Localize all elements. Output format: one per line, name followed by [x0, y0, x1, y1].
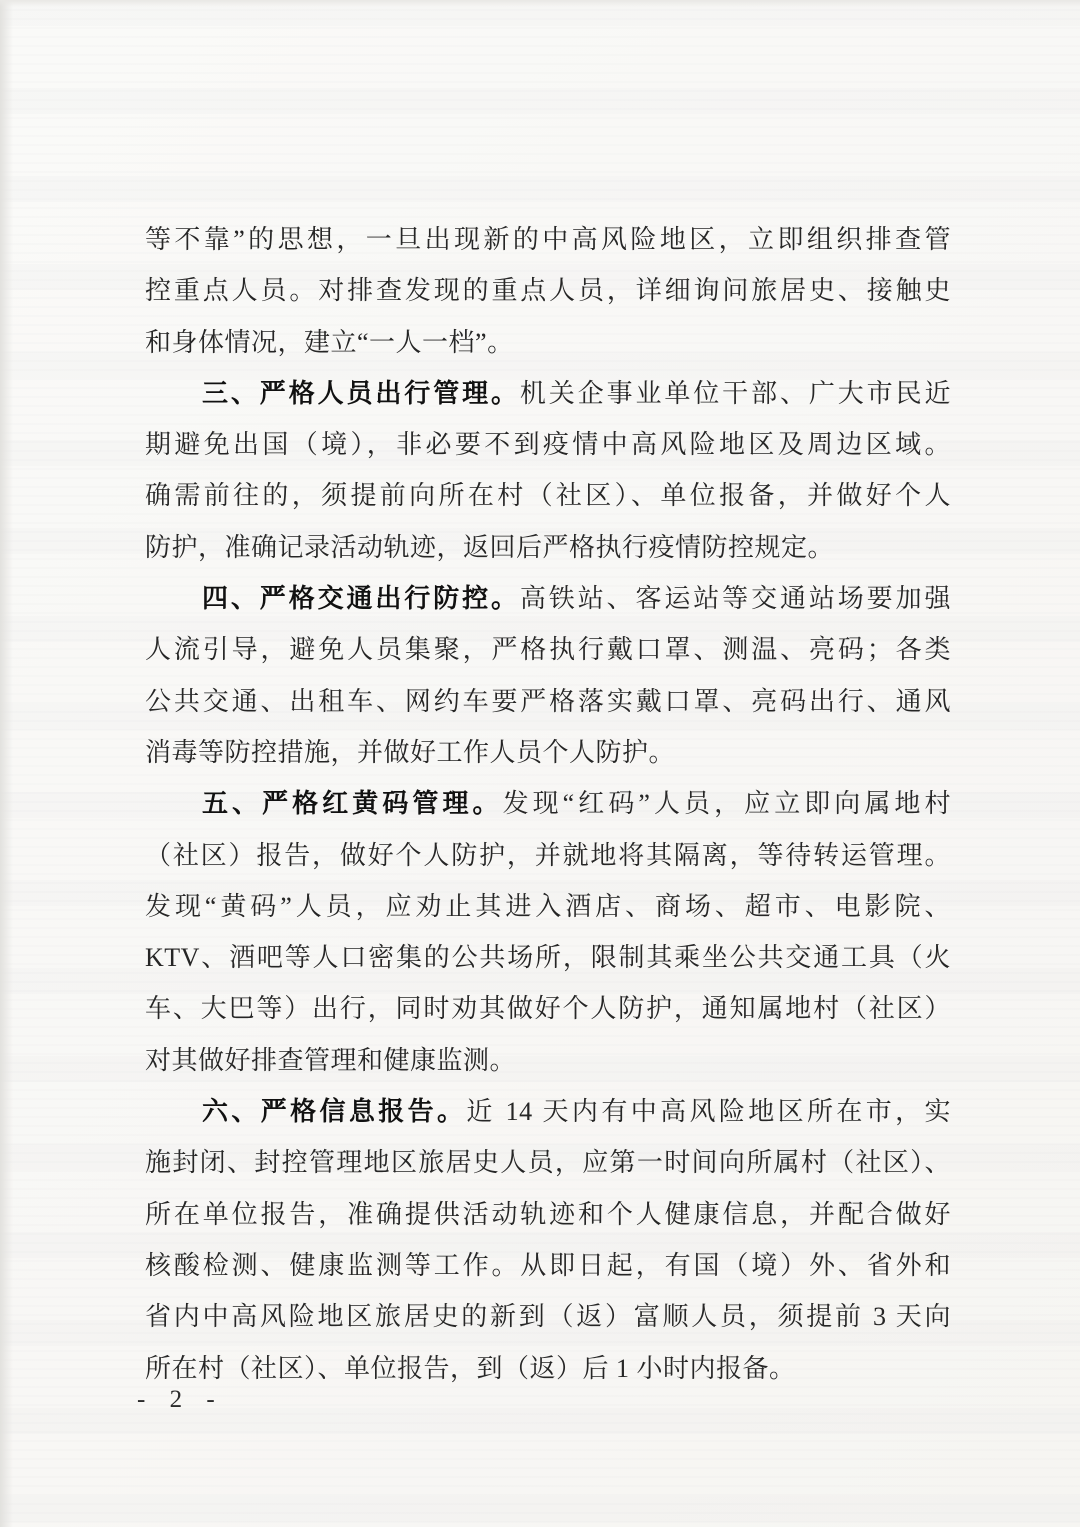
line-text: 发现“黄码”人员，应劝止其进入酒店、商场、超市、电影院、	[145, 891, 951, 921]
text-line	[145, 470, 951, 521]
text-line	[145, 1035, 951, 1086]
text-line	[145, 676, 951, 727]
text-line	[145, 1291, 951, 1342]
line-text: 确需前往的，须提前向所在村（社区）、单位报备，并做好个人	[145, 481, 951, 511]
line-text: 等不靠”的思想，一旦出现新的中高风险地区，立即组织排查管	[145, 225, 951, 254]
text-line	[145, 317, 951, 368]
line-text: 人流引导，避免人员集聚，严格执行戴口罩、测温、亮码；各类	[145, 635, 951, 665]
text-line	[145, 419, 951, 470]
section-heading: 六、严格信息报告。	[202, 1096, 467, 1127]
line-text: 控重点人员。对排查发现的重点人员，详细询问旅居史、接触史	[145, 276, 951, 306]
line-text: 对其做好排查管理和健康监测。	[145, 1045, 517, 1075]
paragraph-first-line	[145, 1086, 951, 1137]
paragraph-first-line	[145, 778, 951, 829]
line-text: 近 14 天内有中高风险地区所在市，实	[466, 1097, 951, 1127]
paragraph-first-line	[145, 368, 951, 419]
text-line	[145, 932, 951, 983]
scan-edge-left	[0, 0, 13, 1527]
paragraph-first-line	[145, 573, 951, 624]
text-line	[145, 881, 951, 932]
line-text: 发现“红码”人员，应立即向属地村	[502, 789, 951, 819]
text-line	[145, 624, 951, 675]
text-line	[145, 983, 951, 1034]
line-text: 施封闭、封控管理地区旅居史人员，应第一时间向所属村（社区）、	[145, 1148, 951, 1178]
line-text: 车、大巴等）出行，同时劝其做好个人防护，通知属地村（社区）	[145, 994, 951, 1024]
page-number: - 2 -	[137, 1386, 224, 1413]
text-line	[145, 1189, 951, 1240]
line-text: 所在单位报告，准确提供活动轨迹和个人健康信息，并配合做好	[145, 1199, 951, 1229]
document-body	[145, 214, 951, 1394]
text-line	[145, 522, 951, 573]
line-text: 核酸检测、健康监测等工作。从即日起，有国（境）外、省外和	[145, 1250, 951, 1280]
line-text: 消毒等防控措施，并做好工作人员个人防护。	[145, 737, 676, 767]
line-text: 省内中高风险地区旅居史的新到（返）富顺人员，须提前 3 天向	[145, 1302, 951, 1332]
text-line	[145, 1343, 951, 1394]
line-text: KTV、酒吧等人口密集的公共场所，限制其乘坐公共交通工具（火	[145, 943, 951, 973]
section-heading: 五、严格红黄码管理。	[202, 788, 503, 819]
text-line	[145, 1240, 951, 1291]
text-line	[145, 727, 951, 778]
line-text: 机关企事业单位干部、广大市民近	[519, 378, 951, 408]
line-text: 和身体情况，建立“一人一档”。	[145, 327, 514, 357]
scan-edge-top	[0, 0, 1080, 7]
line-text: 所在村（社区）、单位报告，到（返）后 1 小时内报备。	[145, 1353, 796, 1383]
line-text: 高铁站、客运站等交通站场要加强	[519, 584, 951, 614]
line-text: 公共交通、出租车、网约车要严格落实戴口罩、亮码出行、通风	[145, 686, 951, 716]
line-text: 期避免出国（境），非必要不到疫情中高风险地区及周边区域。	[145, 430, 951, 460]
text-line	[145, 214, 951, 265]
text-line	[145, 1137, 951, 1188]
line-text: （社区）报告，做好个人防护，并就地将其隔离，等待转运管理。	[145, 840, 951, 870]
text-line	[145, 265, 951, 316]
section-heading: 三、严格人员出行管理。	[202, 377, 520, 408]
line-text: 防护，准确记录活动轨迹，返回后严格执行疫情防控规定。	[145, 532, 835, 562]
text-line	[145, 830, 951, 881]
section-heading: 四、严格交通出行防控。	[202, 583, 520, 614]
